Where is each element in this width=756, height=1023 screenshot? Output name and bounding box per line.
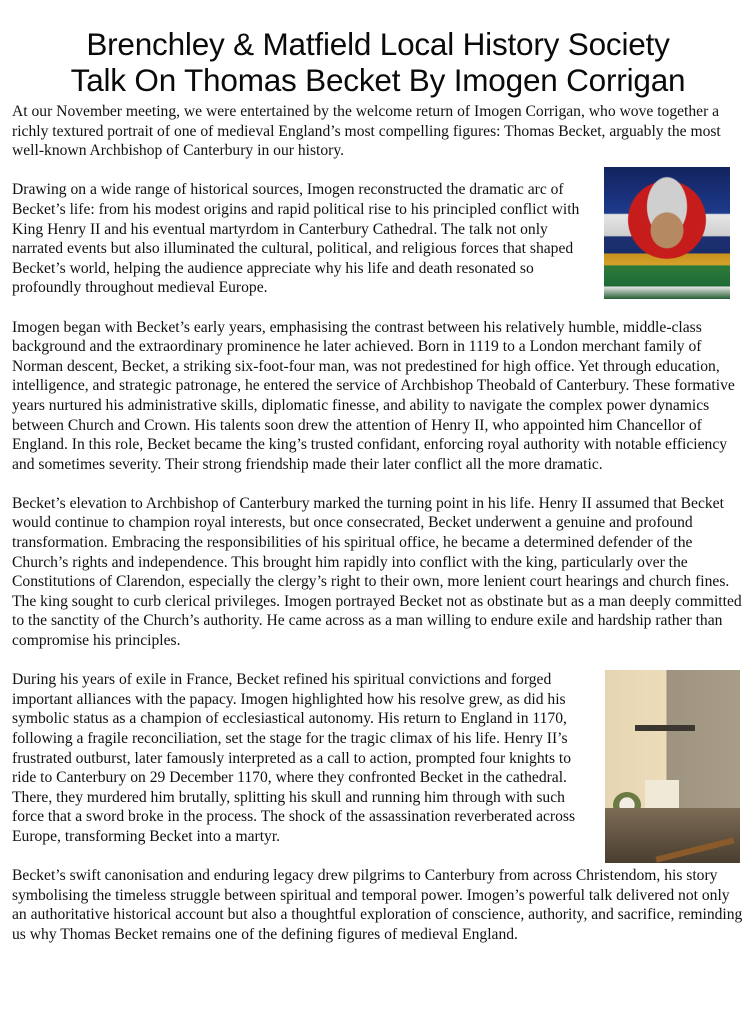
- stained-glass-portrait-image: [604, 167, 730, 299]
- title-line-talk: Talk On Thomas Becket By Imogen Corrigan: [70, 62, 686, 98]
- paragraph-legacy: Becket’s swift canonisation and enduring legacy drew pilgrims to Canterbury from across Christendom, his story symbolising the timeless struggle between spiritual and temporal power. Imogen’s powerful talk delivered not only an authoritative historical account but also a thoughtful exploration of conscience, authority, and sacrifice, reminding us why Thomas Becket remains one of the defining figures of medieval England.: [12, 867, 743, 943]
- cathedral-martyrdom-site-image: [605, 670, 740, 863]
- page-title: [0, 0, 756, 98]
- paragraph-archbishop: Becket’s elevation to Archbishop of Canterbury marked the turning point in his life. Henry II assumed that Becket would continue to champion royal interests, but once consecrated, Becket underwent a genuine and profound transformation. Embracing the responsibilities of his spiritual office, he became a determined defender of the Church’s rights and independence. This brought him rapidly into conflict with the king, particularly over the Constitutions of Clarendon, especially the clergy’s right to their own, more lenient court hearings and church fines. The king sought to curb clerical privileges. Imogen portrayed Becket not as obstinate but as a man deeply committed to the sanctity of the Church’s authority. He came across as a man willing to endure exile and hardship rather than compromise his principles.: [12, 494, 742, 650]
- broken-sword-sculpture: [635, 725, 695, 731]
- paragraph-exile-martyrdom: During his years of exile in France, Becket refined his spiritual convictions and forged important alliances with the papacy. Imogen highlighted how his resolve grew, as did his symbolic status as a champion of ecclesiastical autonomy. His return to England in 1170, following a fragile reconciliation, set the stage for the tragic climax of his life. Henry II’s frustrated outburst, later famously interpreted as a call to action, prompted four knights to ride to Canterbury on 29 December 1170, where they confronted Becket in the cathedral. There, they murdered him brutally, splitting his skull and running him through with such force that a sword broke in the process. The shock of the assassination reverberated across Europe, transforming Becket into a martyr.: [12, 671, 576, 845]
- paragraph-early-years: Imogen began with Becket’s early years, emphasising the contrast between his relatively humble, middle-class background and the extraordinary prominence he later achieved. Born in 1119 to a London merchant family of Norman descent, Becket, a striking six-foot-four man, was not predestined for high office. Yet through education, intelligence, and strategic patronage, he entered the service of Archbishop Theobald of Canterbury. These formative years nurtured his administrative skills, diplomatic finesse, and ability to navigate the complex power dynamics between Church and Crown. His talents soon drew the attention of Henry II, who appointed him Chancellor of England. In this role, Becket became the king’s trusted confidant, enforcing royal authority with notable efficiency and sometimes severity. Their strong friendship made their later conflict all the more dramatic.: [12, 318, 735, 473]
- article-body: [12, 102, 744, 964]
- paragraph-overview: Drawing on a wide range of historical sources, Imogen reconstructed the dramatic arc of Becket’s life: from his modest origins and rapid political rise to his principled conflict with King Henry II and his eventual martyrdom in Canterbury Cathedral. The talk not only narrated events but also illuminated the cultural, political, and religious forces that shaped Becket’s world, helping the audience appreciate why his life and death resonated so profoundly throughout medieval Europe.: [12, 181, 580, 297]
- paragraph-intro: At our November meeting, we were entertained by the welcome return of Imogen Corrigan, who wove together a richly textured portrait of one of medieval England’s most compelling figures: Thomas Becket, arguably the most well-known Archbishop of Canterbury in our history.: [12, 103, 721, 160]
- title-line-society: Brenchley & Matfield Local History Society: [86, 26, 670, 62]
